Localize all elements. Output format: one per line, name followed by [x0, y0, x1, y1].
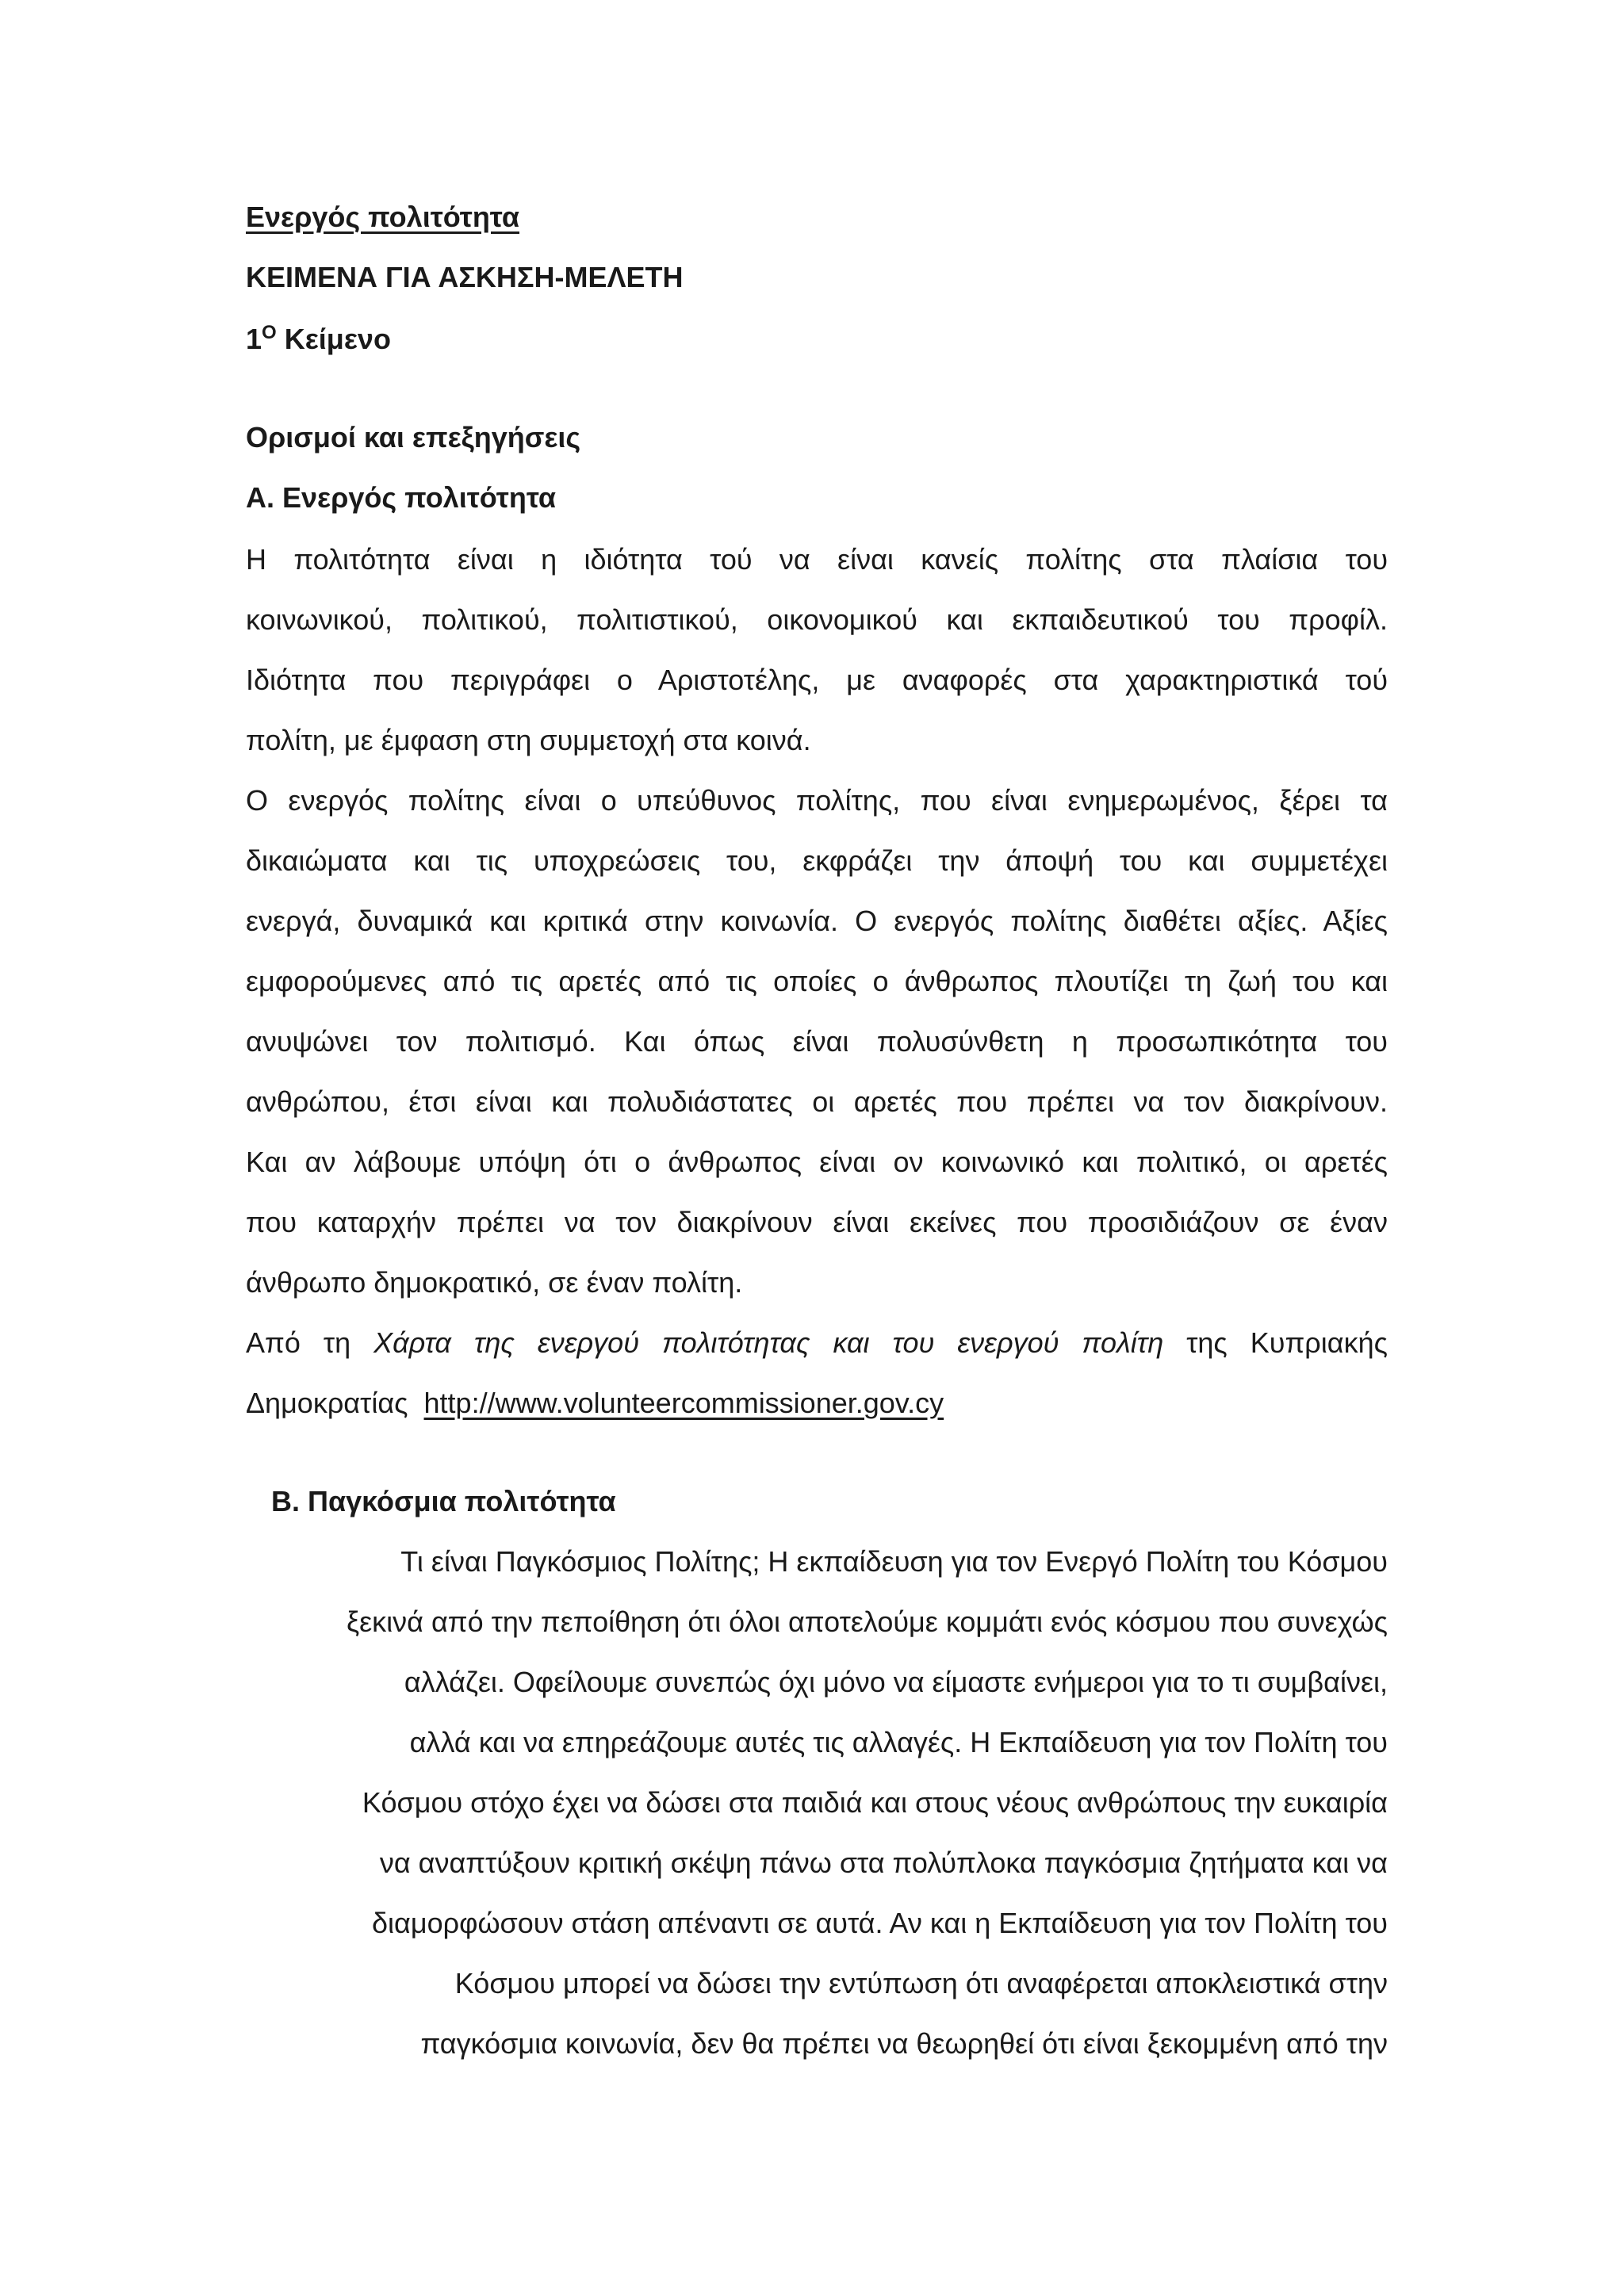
section-b-line: παγκόσμια κοινωνία, δεν θα πρέπει να θεωρηθεί ότι είναι ξεκομμένη από την	[420, 2027, 1388, 2060]
section-a-line: κοινωνικού, πολιτικού, πολιτιστικού, οικονομικού και εκπαιδευτικού του προφίλ.	[246, 603, 1388, 636]
section-a-line: Και αν λάβουμε υπόψη ότι ο άνθρωπος είναι ον κοινωνικό και πολιτικό, οι αρετές	[246, 1146, 1388, 1178]
section-b-line: Τι είναι Παγκόσμιος Πολίτης; Η εκπαίδευση για τον Ενεργό Πολίτη του Κόσμου	[400, 1545, 1388, 1578]
section-a-line: Η πολιτότητα είναι η ιδιότητα τού να είναι κανείς πολίτης στα πλαίσια του	[246, 543, 1388, 576]
section-b-line: να αναπτύξουν κριτική σκέψη πάνω στα πολύπλοκα παγκόσμια ζητήματα και να	[379, 1846, 1388, 1879]
section-a-line: που καταρχήν πρέπει να τον διακρίνουν είναι εκείνες που προσιδιάζουν σε έναν	[246, 1206, 1388, 1238]
source-suffix: της Κυπριακής	[1186, 1326, 1388, 1359]
document-title: Ενεργός πολιτότητα	[246, 201, 520, 233]
section-a-line: δικαιώματα και τις υποχρεώσεις του, εκφράζει την άποψή του και συμμετέχει	[246, 844, 1388, 877]
section-a-line: εμφορούμενες από τις αρετές από τις οποίες ο άνθρωπος πλουτίζει τη ζωή του και	[246, 965, 1388, 997]
definitions-heading: Ορισμοί και επεξηγήσεις	[246, 421, 581, 453]
source-citation-line2	[246, 1386, 1388, 1421]
document-subtitle: ΚΕΙΜΕΝΑ ΓΙΑ ΑΣΚΗΣΗ-ΜΕΛΕΤΗ	[246, 261, 684, 293]
section-a-heading: Α. Ενεργός πολιτότητα	[246, 481, 557, 514]
section-b-line: αλλάζει. Οφείλουμε συνεπώς όχι μόνο να είμαστε ενήμεροι για το τι συμβαίνει,	[404, 1666, 1388, 1698]
section-b-line: ξεκινά από την πεποίθηση ότι όλοι αποτελούμε κομμάτι ενός κόσμου που συνεχώς	[347, 1605, 1388, 1638]
section-b-line: διαμορφώσουν στάση απέναντι σε αυτά. Αν και η Εκπαίδευση για τον Πολίτη του	[372, 1907, 1388, 1939]
text-number-heading	[246, 322, 1388, 357]
source-title: Χάρτα της ενεργού πολιτότητας και του ενεργού πολίτη	[373, 1326, 1164, 1359]
text-number: 1	[246, 323, 262, 355]
section-b-heading: Β. Παγκόσμια πολιτότητα	[271, 1485, 616, 1517]
text-label: Κείμενο	[284, 323, 391, 355]
section-a-line: πολίτη, με έμφαση στη συμμετοχή στα κοινά.	[246, 724, 811, 756]
source-country: Δημοκρατίας	[246, 1387, 408, 1419]
section-b-line: αλλά και να επηρεάζουμε αυτές τις αλλαγές. Η Εκπαίδευση για τον Πολίτη του	[409, 1726, 1388, 1758]
section-a-line: Ο ενεργός πολίτης είναι ο υπεύθυνος πολίτης, που είναι ενημερωμένος, ξέρει τα	[246, 784, 1388, 817]
section-a-line: Ιδιότητα που περιγράφει ο Αριστοτέλης, με αναφορές στα χαρακτηριστικά τού	[246, 664, 1388, 696]
section-b-line: Κόσμου στόχο έχει να δώσει στα παιδιά και στους νέους ανθρώπους την ευκαιρία	[362, 1786, 1388, 1819]
section-a-line: άνθρωπο δημοκρατικό, σε έναν πολίτη.	[246, 1266, 743, 1299]
source-link[interactable]: http://www.volunteercommissioner.gov.cy	[423, 1387, 944, 1419]
section-a-line: ανθρώπου, έτσι είναι και πολυδιάστατες οι αρετές που πρέπει να τον διακρίνουν.	[246, 1085, 1388, 1118]
section-b-line: Κόσμου μπορεί να δώσει την εντύπωση ότι αναφέρεται αποκλειστικά στην	[454, 1967, 1388, 1999]
source-citation	[246, 1326, 1388, 1360]
section-a-line: ενεργά, δυναμικά και κριτικά στην κοινωνία. Ο ενεργός πολίτης διαθέτει αξίες. Αξίες	[246, 905, 1388, 937]
text-number-superscript: Ο	[262, 322, 277, 343]
section-a-line: ανυψώνει τον πολιτισμό. Και όπως είναι πολυσύνθετη η προσωπικότητα του	[246, 1025, 1388, 1058]
source-prefix: Από τη	[246, 1326, 351, 1359]
